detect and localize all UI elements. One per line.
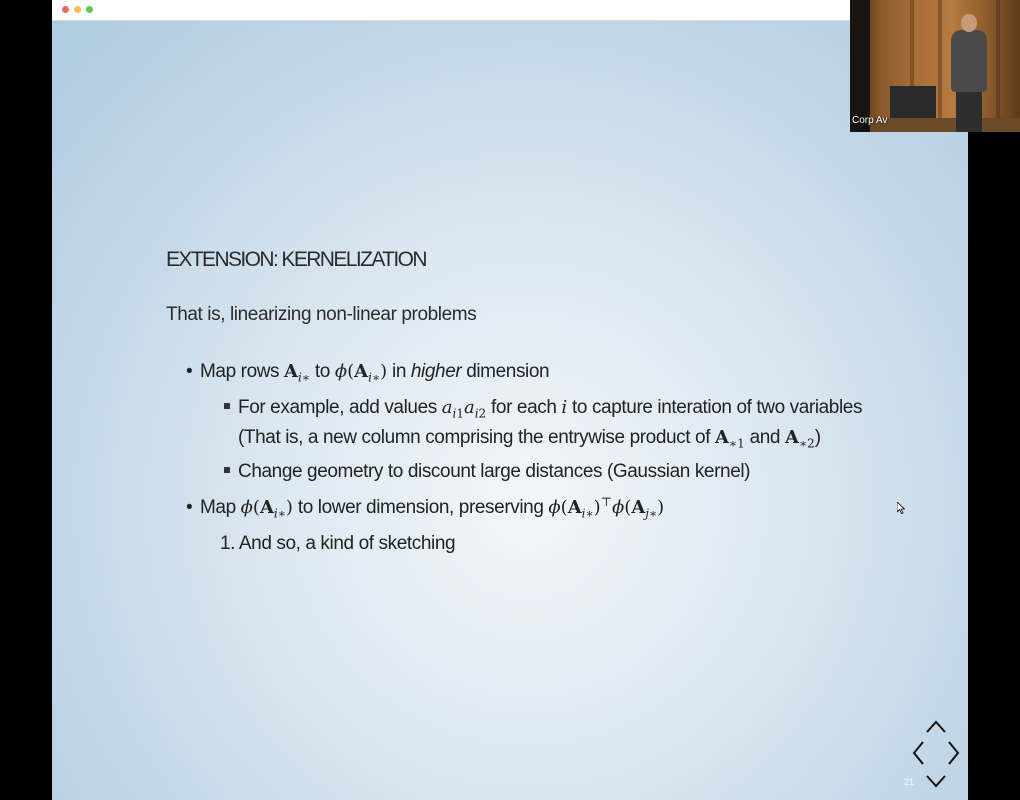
math-phi-a-row: $\phi(A_{i∗})$ [240,497,293,521]
slide-title: EXTENSION: KERNELIZATION [166,248,426,271]
nav-left-arrow-icon[interactable] [914,742,923,764]
mouse-cursor-icon [897,502,905,514]
participant-name-label: Corp Av [852,115,888,126]
bullet-dot: • [186,497,193,518]
math-phi-a-row: $\phi(A_{i∗})$ [334,361,388,385]
slide-canvas [52,21,968,800]
maximize-window-button[interactable] [86,6,93,13]
window-titlebar [52,0,968,21]
sub-bullet-item-1-continuation: (That is, a new column comprising the entrywise product of $A_{∗1}$ and $A_{∗2}$) [238,427,821,451]
square-bullet [224,467,230,473]
math-a-row: $A_{i∗}$ [284,361,311,385]
numbered-item-1: 1. And so, a kind of sketching [220,533,456,554]
bullet-item-1: • Map rows $A_{i∗}$ to $\phi(A_{i∗})$ in higher dimension [186,361,550,385]
speaker-figure [951,30,987,92]
math-a-col1: $A_{∗1}$ [714,427,745,451]
nav-right-arrow-icon[interactable] [949,742,958,764]
math-i: i [561,397,568,418]
nav-down-arrow-icon[interactable] [927,776,945,786]
slide-number: 21 [904,777,915,787]
bullet-dot: • [186,361,193,382]
bullet-item-2: • Map $\phi(A_{i∗})$ to lower dimension, preserving $\phi(A_{i∗})^⊤\phi(A_{j∗})$ [186,495,665,521]
participant-video-tile[interactable] [850,0,1020,132]
nav-up-arrow-icon[interactable] [927,722,945,732]
minimize-window-button[interactable] [74,6,81,13]
sub-bullet-item-2: Change geometry to discount large distances (Gaussian kernel) [224,461,750,483]
math-a-product: $a_{i1}a_{i2}$ [441,397,487,421]
square-bullet [224,403,230,409]
math-a-col2: $A_{∗2}$ [784,427,815,451]
close-window-button[interactable] [62,6,69,13]
sub-bullet-item-1: For example, add values $a_{i1}a_{i2}$ for each i to capture interation of two variables [224,397,862,421]
slide-navigation [910,718,962,790]
slide-subtitle: That is, linearizing non-linear problems [166,304,477,325]
presentation-window [52,0,968,800]
math-inner-product: $\phi(A_{i∗})^⊤\phi(A_{j∗})$ [548,495,665,521]
